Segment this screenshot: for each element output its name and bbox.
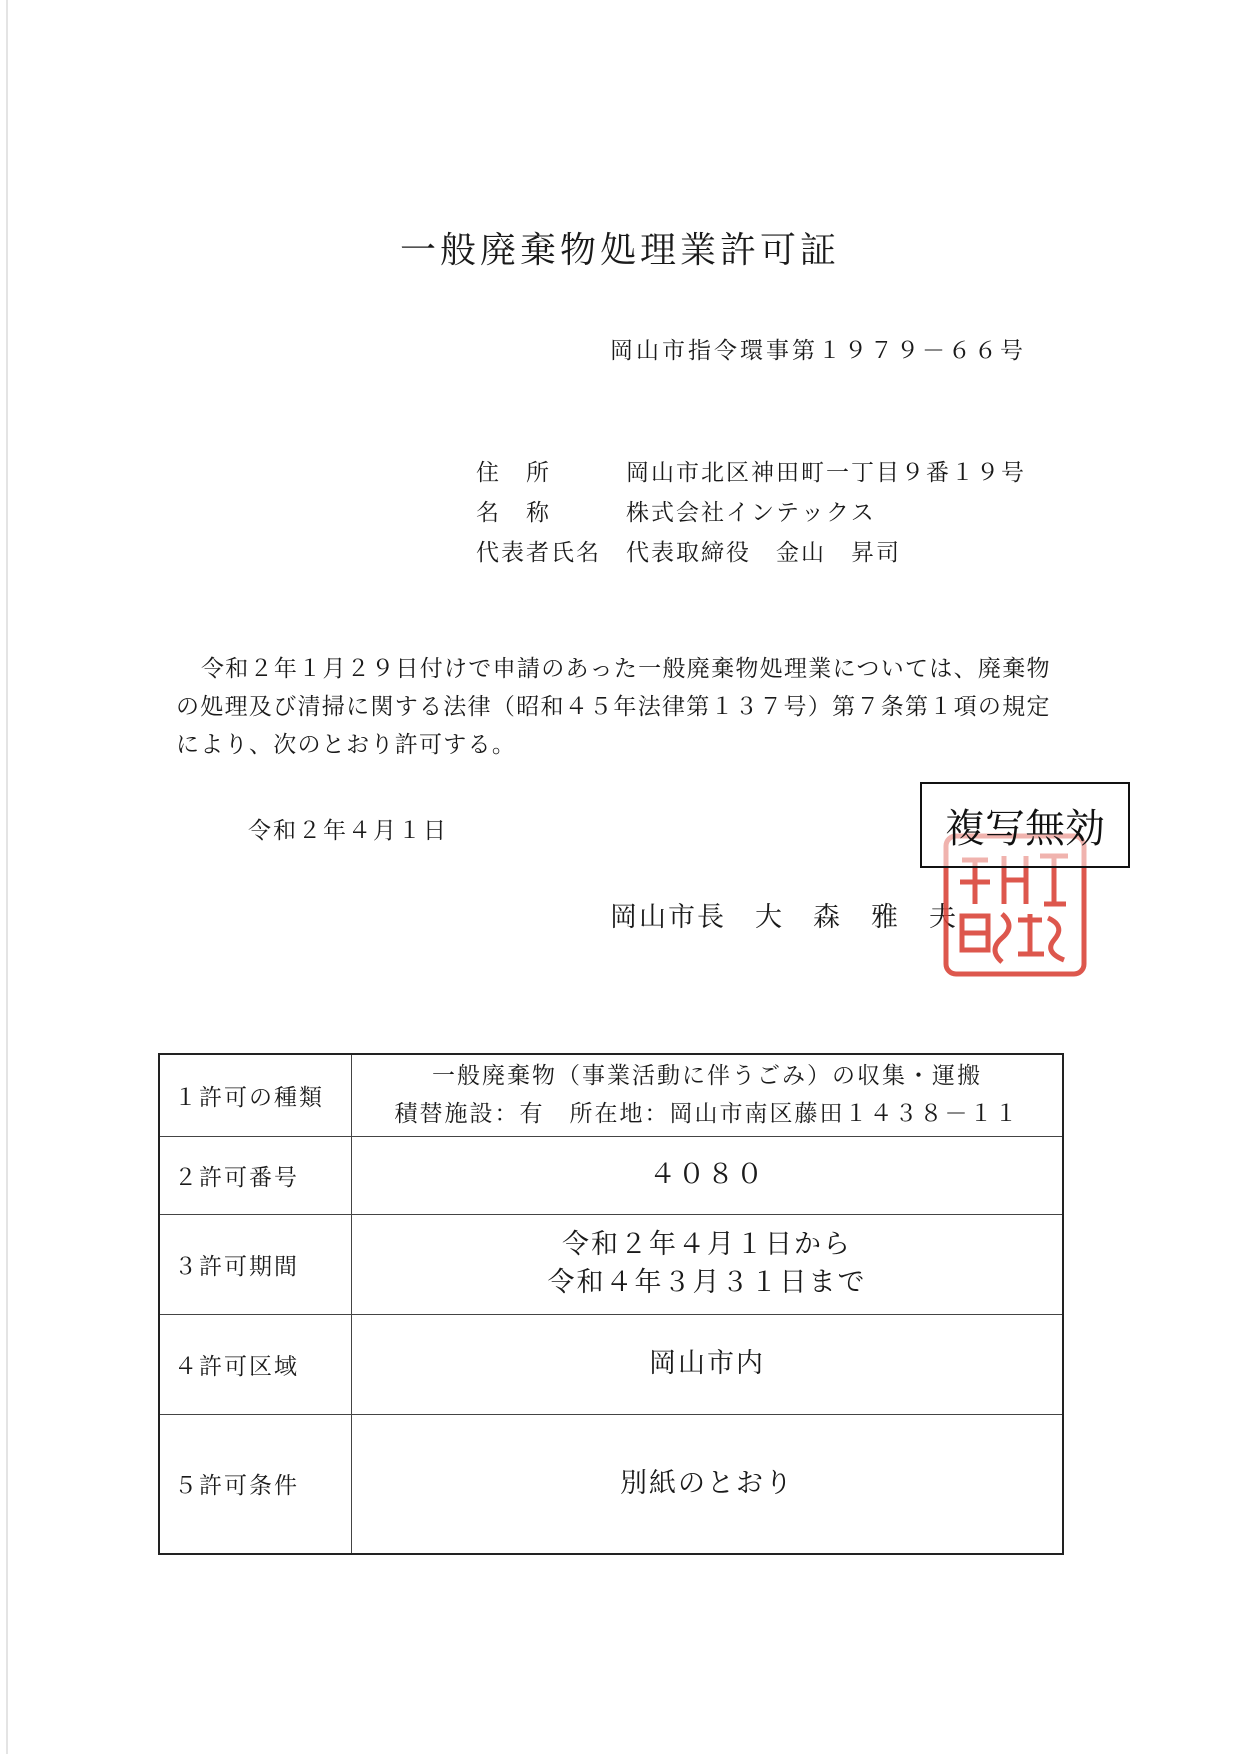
table-row	[159, 1136, 1063, 1214]
permit-reference: 岡山市指令環事第１９７９－６６号	[610, 338, 1026, 364]
representative-label: 代表者氏名	[476, 539, 601, 566]
representative-value: 代表取締役 金山 昇司	[626, 539, 901, 566]
address-label: 住 所	[476, 459, 551, 486]
permit-conditions-value: 別紙のとおり	[352, 1414, 1064, 1554]
issue-date: 令和２年４月１日	[248, 818, 448, 844]
permit-period-start: 令和２年４月１日から	[562, 1229, 852, 1260]
permit-type-line: 積替施設：有 所在地：岡山市南区藤田１４３８－１１	[394, 1101, 1020, 1128]
permit-area-value: 岡山市内	[352, 1314, 1064, 1414]
permit-details-table	[158, 1053, 1064, 1555]
permit-area-label: ４許可区域	[159, 1314, 352, 1414]
name-value: 株式会社インテックス	[626, 499, 876, 526]
name-label: 名 称	[476, 499, 551, 526]
applicant-name-row	[476, 490, 1026, 530]
applicant-info	[476, 450, 1026, 570]
table-row	[159, 1414, 1063, 1554]
copy-invalid-stamp: 複写無効	[920, 782, 1130, 868]
permit-type-value	[352, 1054, 1064, 1136]
document-title: 一般廃棄物処理業許可証	[399, 230, 840, 271]
applicant-representative-row	[476, 530, 1026, 570]
permit-period-value	[352, 1214, 1064, 1314]
address-value: 岡山市北区神田町一丁目９番１９号	[626, 459, 1026, 486]
body-paragraph: 令和２年１月２９日付けで申請のあった一般廃棄物処理業については、廃棄物の処理及び清掃に関する法律（昭和４５年法律第１３７号）第７条第１項の規定により、次のとおり許可する。	[176, 656, 1051, 758]
applicant-address-row	[476, 450, 1026, 490]
permit-period-label: ３許可期間	[159, 1214, 352, 1314]
table-row	[159, 1314, 1063, 1414]
permit-type-label: １許可の種類	[159, 1054, 352, 1136]
table-row	[159, 1054, 1063, 1136]
permit-conditions-label: ５許可条件	[159, 1414, 352, 1554]
signatory: 岡山市長 大 森 雅 夫	[610, 902, 958, 933]
permit-number-label: ２許可番号	[159, 1136, 352, 1214]
permit-type-line: 一般廃棄物（事業活動に伴うごみ）の収集・運搬	[432, 1063, 982, 1090]
permit-number-value: ４０８０	[352, 1136, 1064, 1214]
table-row	[159, 1214, 1063, 1314]
permit-period-end: 令和４年３月３１日まで	[547, 1267, 867, 1298]
